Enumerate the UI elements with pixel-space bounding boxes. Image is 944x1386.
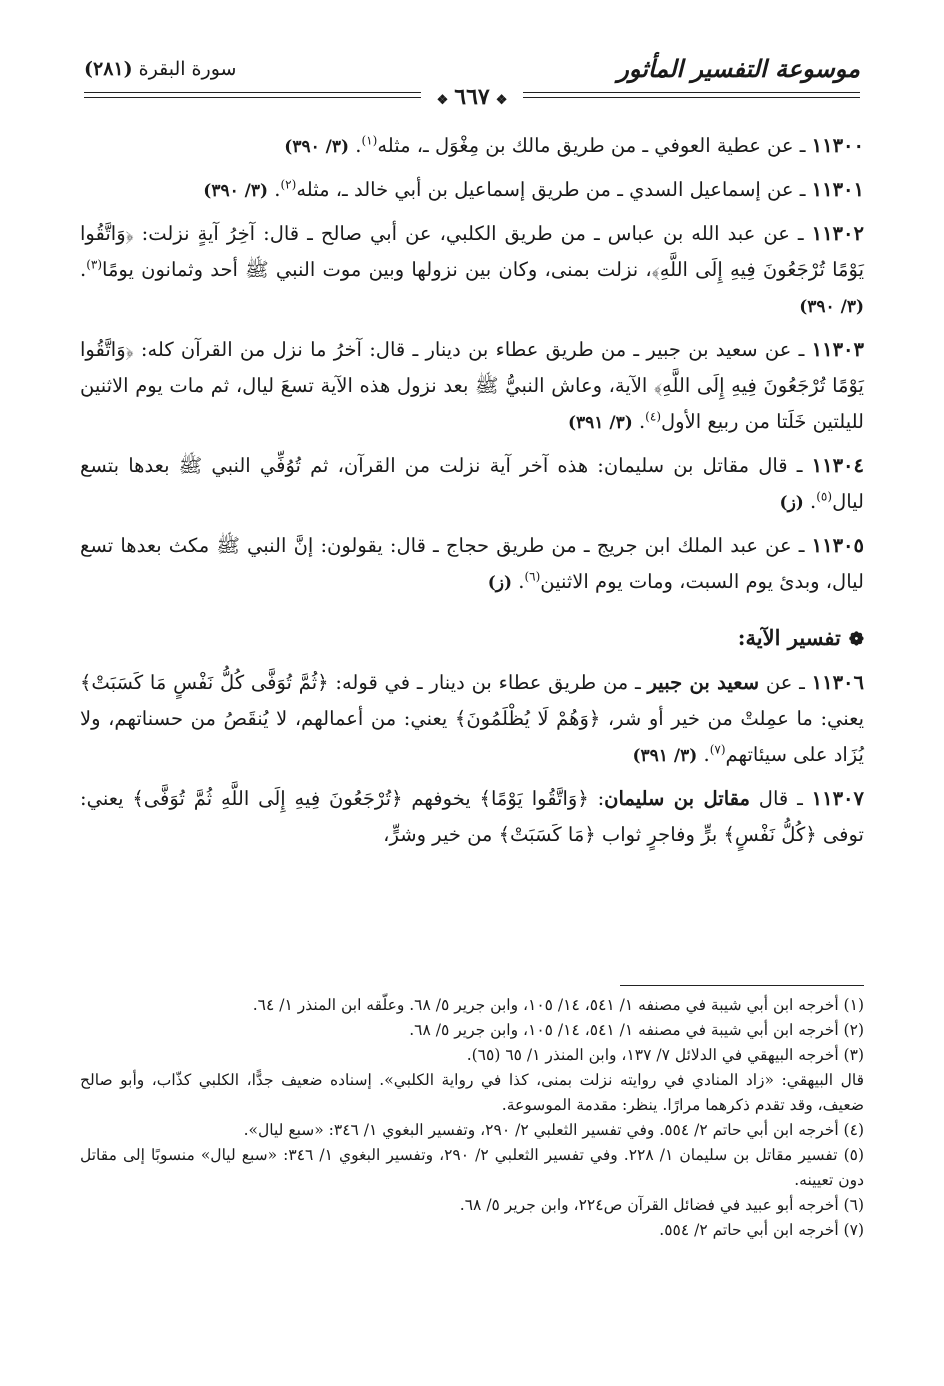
footnotes — [80, 993, 864, 1243]
entry-tail: . — [355, 134, 362, 157]
volume-reference: (٣/ ٣٩٠) — [284, 137, 350, 157]
entry-tail: . — [518, 570, 525, 593]
volume-reference: (٣/ ٣٩٠) — [799, 297, 864, 317]
narration-entry — [80, 781, 864, 853]
page-number: ٦٦٧ — [454, 84, 490, 110]
surah-label — [84, 58, 236, 80]
entry-prefix: ـ قال — [758, 787, 803, 810]
narration-entry — [80, 216, 864, 325]
entry-text: ـ عن عطية العوفي ـ من طريق مالك بن مِغْوَل ـ، مثله — [377, 134, 806, 157]
footnote-marker: (٦) — [524, 569, 541, 584]
entry-text: : ﴿وَاتَّقُوا يَوْمًا﴾ يخوفهم ﴿تُرْجَعُونَ فِيهِ إِلَى اللَّهِ ثُمَّ تُوَفَّى﴾ يعني: توفى ﴿كُلُّ نَفْسٍ﴾ برٍّ وفاجرٍ ثواب ﴿مَا كَسَبَتْ﴾ من خير وشرٍّ، — [80, 787, 864, 846]
book-title: موسوعة التفسير المأثور — [617, 54, 860, 83]
entry-number: ١١٣٠٤ — [811, 454, 864, 477]
footnote: (٢) أخرجه ابن أبي شيبة في مصنفه ١/ ٥٤١، ١٤/ ١٠٥، وابن جرير ٥/ ٦٨. — [409, 1021, 864, 1039]
narration-entry — [80, 665, 864, 774]
footnote-marker: (٧) — [709, 742, 726, 757]
entry-prefix: ـ عن — [765, 671, 805, 694]
flower-ornament-icon: ❁ — [848, 629, 864, 650]
footnote: (٧) أخرجه ابن أبي حاتم ٢/ ٥٥٤. — [659, 1221, 864, 1239]
footnote-marker: (٤) — [645, 409, 661, 424]
narration-entry — [80, 528, 864, 601]
ornament-left-icon: ❖ — [436, 93, 449, 108]
entry-text: ـ عن سعيد بن جبير ـ من طريق عطاء بن دينار ـ قال: آخرُ ما نزل من القرآن كله: ﴿وَاتَّقُوا يَوْمًا تُرْجَعُونَ فِيهِ إِلَى اللَّهِ﴾ الآية، وعاش النبيُّ ﷺ بعد نزول هذه الآية تسعَ ليال، ثم مات يوم الاثنين لليلتين خَلَتا من ربيع الأول — [80, 338, 864, 433]
footnote: (٥) تفسير مقاتل بن سليمان ١/ ٢٢٨. وفي تفسير الثعلبي ٢/ ٢٩٠، وتفسير البغوي ١/ ٣٤٦: «سبع ليال» منسوبًا إلى مقاتل دون تعيينه. — [80, 1146, 865, 1189]
volume-reference: (٣/ ٣٩٠) — [203, 181, 269, 201]
section-title: تفسير الآية: — [737, 625, 841, 650]
narration-entry — [80, 332, 864, 441]
entry-tail: . — [810, 490, 817, 513]
footnote-marker: (٣) — [86, 257, 103, 272]
footnote: (٤) أخرجه ابن أبي حاتم ٢/ ٥٥٤. وفي تفسير الثعلبي ٢/ ٢٩٠، وتفسير البغوي ١/ ٣٤٦: «سبع ليال». — [243, 1121, 864, 1139]
entry-number: ١١٣٠٦ — [811, 671, 865, 694]
narration-entry — [80, 172, 864, 209]
entry-tail: . — [80, 258, 87, 281]
entry-text: ـ من طريق عطاء بن دينار ـ في قوله: ﴿ثُمَّ تُوَفَّى كُلُّ نَفْسٍ مَا كَسَبَتْ﴾ يعني: ما عمِلتْ من خير أو شر، ﴿وَهُمْ لَا يُظْلَمُونَ﴾ يعني: من أعمالهم، لا يُنقَصُ من حسناتهم، ولا يُزَاد على سيئاتهم — [80, 671, 864, 766]
volume-reference: (٣/ ٣٩١) — [632, 746, 698, 766]
footnote-marker: (٥) — [816, 489, 833, 504]
footnote-separator — [620, 985, 864, 986]
entry-number: ١١٣٠١ — [811, 178, 864, 201]
entry-tail: . — [274, 178, 281, 201]
surah-name: سورة البقرة — [138, 58, 237, 80]
volume-reference: (٣/ ٣٩١) — [567, 413, 633, 433]
entry-text: ـ عن عبد الملك ابن جريج ـ من طريق حجاج ـ قال: يقولون: إنَّ النبي ﷺ مكث بعدها تسع ليال، وبدئ يوم السبت، ومات يوم الاثنين — [80, 534, 864, 593]
narrator-name: سعيد بن جبير — [647, 671, 760, 694]
narration-entry — [80, 448, 864, 521]
entry-text: ـ قال مقاتل بن سليمان: هذه آخر آية نزلت من القرآن، ثم تُوُفِّي النبي ﷺ بعدها بتسع ليال — [80, 454, 864, 513]
entry-tail: . — [703, 743, 710, 766]
section-heading — [80, 621, 864, 657]
footnote: (٣) أخرجه البيهقي في الدلائل ٧/ ١٣٧، وابن المنذر ١/ ٦٥ (٦٥). — [466, 1046, 864, 1064]
entry-tail: . — [638, 410, 646, 433]
main-text — [80, 128, 864, 860]
entry-number: ١١٣٠٢ — [811, 222, 864, 245]
footnote-marker: (١) — [361, 133, 378, 148]
ornament-right-icon: ❖ — [495, 93, 508, 108]
footnote: (٦) أخرجه أبو عبيد في فضائل القرآن ص٢٢٤، وابن جرير ٥/ ٦٨. — [459, 1196, 864, 1214]
running-header — [84, 54, 860, 88]
narrator-name: مقاتل بن سليمان — [604, 787, 750, 810]
entry-text: ـ عن عبد الله بن عباس ـ من طريق الكلبي، عن أبي صالح ـ قال: آخِرُ آيةٍ نزلت: ﴿وَاتَّقُوا يَوْمًا تُرْجَعُونَ فِيهِ إِلَى اللَّهِ﴾، نزلت بمنى، وكان بين نزولها وبين موت النبي ﷺ أحد وثمانون يومًا — [80, 222, 864, 281]
entry-number: ١١٣٠٣ — [811, 338, 864, 361]
narration-entry — [80, 128, 864, 165]
page-number-box — [421, 84, 524, 110]
volume-reference: (ز) — [779, 493, 804, 513]
footnote-marker: (٢) — [280, 177, 297, 192]
footnote-comment: قال البيهقي: «زاد المنادي في روايته نزلت بمنى، كذا في رواية الكلبي». إسناده ضعيف جدًّا، الكلبي كذّاب، وأبو صالح ضعيف، وقد تقدم ذكرهما مرارًا. ينظر: مقدمة الموسوعة. — [80, 1071, 864, 1114]
volume-reference: (ز) — [487, 573, 513, 593]
entry-number: ١١٣٠٠ — [811, 134, 864, 157]
entry-number: ١١٣٠٧ — [811, 787, 864, 810]
verse-number: (٢٨١) — [84, 58, 133, 80]
page-number-wrap — [0, 86, 944, 112]
footnote: (١) أخرجه ابن أبي شيبة في مصنفه ١/ ٥٤١، ١٤/ ١٠٥، وابن جرير ٥/ ٦٨. وعلّقه ابن المنذر ١/ ٦٤. — [252, 996, 864, 1014]
entry-number: ١١٣٠٥ — [811, 534, 865, 557]
entry-text: ـ عن إسماعيل السدي ـ من طريق إسماعيل بن أبي خالد ـ، مثله — [296, 178, 806, 201]
